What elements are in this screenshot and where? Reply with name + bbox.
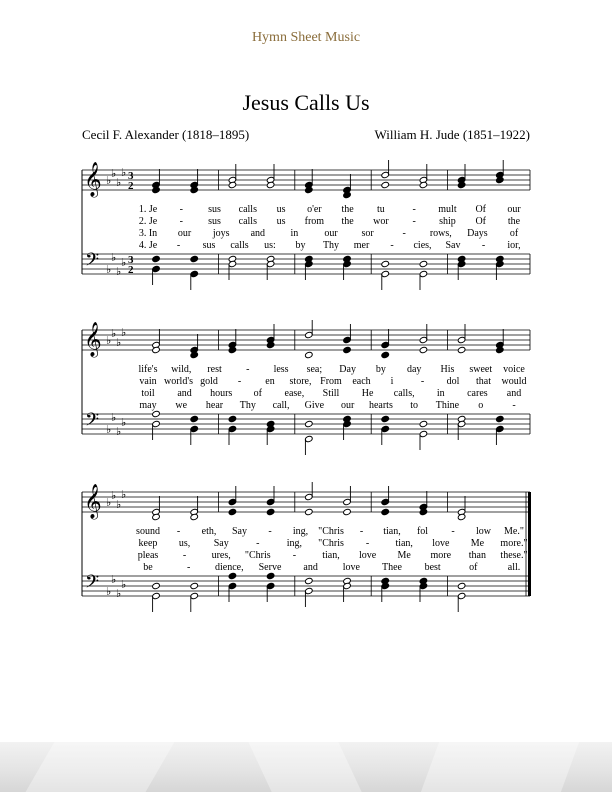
lyric-syllable: our bbox=[324, 228, 338, 239]
lyric-syllable: sea; bbox=[306, 364, 323, 375]
lyric-syllable: - bbox=[512, 400, 516, 411]
lyric-syllable: low bbox=[476, 526, 491, 537]
lyric-syllable: His bbox=[440, 364, 455, 375]
lyric-syllable: Thy bbox=[322, 240, 340, 251]
lyric-syllable: - bbox=[402, 228, 406, 239]
lyric-syllable: - bbox=[246, 364, 250, 375]
lyric-line-verse-4 bbox=[0, 400, 612, 412]
note-head bbox=[381, 415, 390, 422]
lyric-syllable: our bbox=[507, 204, 521, 215]
lyric-syllable: than bbox=[468, 550, 486, 561]
lyric-syllable: eth, bbox=[201, 526, 217, 537]
time-signature-bottom: 2 bbox=[128, 180, 134, 192]
note-head bbox=[457, 346, 466, 353]
lyric-syllable: dience, bbox=[215, 562, 244, 573]
note-head bbox=[381, 181, 390, 188]
flat-sign: ♭ bbox=[116, 498, 122, 511]
lyric-syllable: ship bbox=[439, 216, 456, 227]
bass-clef: 𝄢 bbox=[85, 250, 100, 275]
bass-clef: 𝄢 bbox=[85, 572, 100, 597]
flat-sign: ♭ bbox=[116, 587, 122, 600]
lyric-syllable: - bbox=[412, 216, 416, 227]
lyric-line-verse-3 bbox=[0, 228, 612, 240]
note-head bbox=[266, 508, 275, 515]
note-head bbox=[305, 577, 314, 584]
flat-sign: ♭ bbox=[106, 174, 112, 187]
lyric-syllable: o'er bbox=[307, 204, 322, 215]
lyric-syllable: 4. Je bbox=[138, 240, 158, 251]
lyric-syllable: and bbox=[303, 562, 318, 573]
lyric-syllable: best bbox=[424, 562, 441, 573]
note-head bbox=[228, 508, 237, 515]
lyric-syllable: Me bbox=[397, 550, 411, 561]
time-signature-top: 3 bbox=[128, 170, 134, 182]
lyric-syllable: Thee bbox=[382, 562, 402, 573]
lyric-syllable: fol bbox=[416, 526, 429, 537]
lyric-syllable: love bbox=[342, 562, 360, 573]
flat-sign: ♭ bbox=[106, 423, 112, 436]
lyric-syllable: of bbox=[253, 388, 262, 399]
lyric-syllable: us, bbox=[178, 538, 191, 549]
lyric-syllable: of bbox=[469, 562, 478, 573]
flat-sign: ♭ bbox=[111, 411, 117, 424]
flat-sign: ♭ bbox=[111, 573, 117, 586]
lyric-line-verse-2 bbox=[0, 216, 612, 228]
lyric-syllable: hear bbox=[205, 400, 224, 411]
lyric-syllable: Sav bbox=[445, 240, 461, 251]
note-head bbox=[419, 260, 428, 267]
flat-sign: ♭ bbox=[121, 488, 127, 501]
site-header: Hymn Sheet Music bbox=[251, 30, 361, 45]
note-head bbox=[457, 582, 466, 589]
lyric-syllable: - bbox=[186, 562, 191, 573]
lyric-syllable: be bbox=[143, 562, 153, 573]
lyric-syllable: hearts bbox=[368, 400, 393, 411]
lyric-syllable: each bbox=[352, 376, 371, 387]
lyric-syllable: - bbox=[256, 538, 260, 549]
lyric-syllable: day bbox=[406, 364, 422, 375]
lyric-syllable: o bbox=[478, 400, 484, 411]
lyric-syllable: Of bbox=[475, 204, 486, 215]
lyric-syllable: store, bbox=[289, 376, 312, 387]
note-head bbox=[190, 415, 199, 422]
lyric-syllable: sound bbox=[136, 526, 160, 537]
note-head bbox=[496, 415, 505, 422]
lyric-syllable: - bbox=[451, 526, 455, 537]
lyric-syllable: vain bbox=[139, 376, 157, 387]
lyric-syllable: tian, bbox=[383, 526, 401, 537]
lyric-syllable: - bbox=[420, 376, 425, 387]
lyric-syllable: us: bbox=[264, 240, 276, 251]
lyric-syllable: calls bbox=[238, 204, 257, 215]
lyric-syllable: wild, bbox=[171, 364, 192, 375]
flat-sign: ♭ bbox=[111, 327, 117, 340]
lyric-syllable: by bbox=[375, 364, 386, 375]
lyric-syllable: to bbox=[410, 400, 419, 411]
time-signature-bottom: 2 bbox=[128, 264, 134, 276]
lyric-syllable: us bbox=[276, 204, 286, 215]
note-head bbox=[152, 255, 161, 262]
lyric-syllable: Thy bbox=[239, 400, 256, 411]
lyric-syllable: en bbox=[265, 376, 275, 387]
lyric-syllable: love bbox=[358, 550, 377, 561]
lyric-syllable: tu bbox=[377, 204, 385, 215]
lyric-syllable: - bbox=[182, 550, 187, 561]
lyric-syllable: Still bbox=[322, 388, 340, 399]
lyric-syllable: Say bbox=[213, 538, 229, 549]
lyric-syllable: - bbox=[365, 538, 370, 549]
flat-sign: ♭ bbox=[111, 251, 117, 264]
lyric-syllable: the bbox=[341, 216, 354, 227]
lyric-syllable: we bbox=[175, 400, 188, 411]
lyric-syllable: rest bbox=[207, 364, 222, 375]
bass-clef: 𝄢 bbox=[85, 410, 100, 435]
lyricist-credit: Cecil F. Alexander (1818–1895) bbox=[82, 127, 250, 142]
lyric-syllable: sus bbox=[208, 204, 221, 215]
lyric-syllable: Serve bbox=[258, 562, 282, 573]
lyric-syllable: 2. Je bbox=[138, 216, 158, 227]
lyric-syllable: Say bbox=[232, 526, 247, 537]
note-head bbox=[190, 255, 199, 262]
flat-sign: ♭ bbox=[106, 585, 112, 598]
flat-sign: ♭ bbox=[121, 578, 127, 591]
treble-clef: 𝄞 bbox=[84, 484, 102, 519]
lyric-syllable: ing, bbox=[286, 538, 303, 549]
flat-sign: ♭ bbox=[116, 176, 122, 189]
lyric-syllable: cies, bbox=[413, 240, 432, 251]
lyric-line-verse-1 bbox=[0, 364, 612, 376]
lyric-syllable: dol bbox=[446, 376, 460, 387]
lyric-syllable: by bbox=[295, 240, 306, 251]
lyric-syllable: - bbox=[268, 526, 272, 537]
lyric-syllable: tian, bbox=[395, 538, 413, 549]
lyric-syllable: these." bbox=[500, 550, 528, 561]
lyric-syllable: life's bbox=[138, 364, 158, 375]
lyric-syllable: - bbox=[179, 204, 183, 215]
lyric-line-verse-3 bbox=[0, 388, 612, 400]
lyric-syllable: the bbox=[341, 204, 354, 215]
note-head bbox=[305, 508, 314, 515]
note-head bbox=[228, 415, 237, 422]
flat-sign: ♭ bbox=[106, 496, 112, 509]
lyric-syllable: pleas bbox=[137, 550, 159, 561]
lyric-syllable: - bbox=[176, 240, 181, 251]
lyric-line-verse-2 bbox=[0, 376, 612, 388]
lyric-syllable: wor bbox=[373, 216, 389, 227]
note-head bbox=[419, 346, 428, 353]
lyric-syllable: voice bbox=[503, 364, 525, 375]
hymn-title: Jesus Calls Us bbox=[242, 90, 370, 115]
lyric-syllable: our bbox=[177, 228, 192, 239]
flat-sign: ♭ bbox=[121, 416, 127, 429]
flat-sign: ♭ bbox=[121, 166, 127, 179]
lyric-syllable: us bbox=[276, 216, 286, 227]
lyric-syllable: calls, bbox=[393, 388, 415, 399]
flat-sign: ♭ bbox=[111, 167, 117, 180]
note-head bbox=[343, 346, 352, 353]
flat-sign: ♭ bbox=[116, 336, 122, 349]
lyric-syllable: more bbox=[430, 550, 452, 561]
lyric-syllable: Thine bbox=[435, 400, 460, 411]
lyric-syllable: ing, bbox=[292, 526, 309, 537]
note-head bbox=[152, 582, 161, 589]
lyric-syllable: 1. Je bbox=[138, 204, 158, 215]
lyric-syllable: Me." bbox=[504, 526, 524, 537]
lyric-syllable: our bbox=[340, 400, 355, 411]
lyric-syllable: all. bbox=[507, 562, 521, 573]
lyric-syllable: calls bbox=[230, 240, 249, 251]
lyric-syllable: may bbox=[139, 400, 157, 411]
lyric-syllable: "Chris bbox=[318, 538, 344, 549]
lyric-syllable: From bbox=[320, 376, 342, 387]
note-head bbox=[305, 420, 314, 427]
lyric-syllable: He bbox=[361, 388, 374, 399]
lyric-syllable: - bbox=[237, 376, 242, 387]
lyric-syllable: ior, bbox=[507, 240, 521, 251]
lyric-syllable: "Chris bbox=[318, 526, 344, 537]
lyric-syllable: that bbox=[476, 376, 491, 387]
lyric-syllable: more." bbox=[500, 538, 528, 549]
lyric-syllable: and bbox=[250, 228, 266, 239]
lyric-syllable: 3. In bbox=[138, 228, 158, 239]
lyric-syllable: hours bbox=[210, 388, 233, 399]
note-head bbox=[419, 420, 428, 427]
lyric-syllable: - bbox=[179, 216, 183, 227]
lyric-syllable: cares bbox=[467, 388, 488, 399]
lyric-line-verse-4 bbox=[0, 562, 612, 574]
lyric-syllable: from bbox=[304, 216, 325, 227]
lyric-syllable: in bbox=[290, 228, 299, 239]
lyric-syllable: - bbox=[412, 204, 416, 215]
lyric-line-verse-3 bbox=[0, 550, 612, 562]
lyric-syllable: i bbox=[390, 376, 394, 387]
note-head bbox=[381, 508, 390, 515]
lyric-line-verse-1 bbox=[0, 204, 612, 216]
lyric-syllable: Of bbox=[475, 216, 486, 227]
note-head bbox=[343, 508, 352, 515]
lyric-syllable: Day bbox=[339, 364, 356, 375]
lyric-syllable: gold bbox=[200, 376, 218, 387]
note-head bbox=[190, 582, 199, 589]
lyric-syllable: tian, bbox=[322, 550, 340, 561]
lyric-syllable: mer bbox=[353, 240, 370, 251]
lyric-syllable: - bbox=[481, 240, 486, 251]
lyric-syllable: Days bbox=[467, 228, 488, 239]
lyric-syllable: sus bbox=[202, 240, 216, 251]
lyric-syllable: would bbox=[501, 376, 527, 387]
flat-sign: ♭ bbox=[106, 334, 112, 347]
lyric-syllable: Give bbox=[304, 400, 325, 411]
lyric-line-verse-1 bbox=[0, 526, 612, 538]
lyric-syllable: Me bbox=[470, 538, 485, 549]
lyric-syllable: mult bbox=[438, 204, 457, 215]
lyric-syllable: keep bbox=[138, 538, 158, 549]
flat-sign: ♭ bbox=[116, 425, 122, 438]
time-signature-top: 3 bbox=[128, 254, 134, 266]
lyric-syllable: sweet bbox=[469, 364, 493, 375]
flat-sign: ♭ bbox=[121, 256, 127, 269]
treble-clef: 𝄞 bbox=[84, 322, 102, 357]
lyric-syllable: - bbox=[359, 526, 364, 537]
lyric-syllable: "Chris bbox=[244, 550, 271, 561]
lyric-syllable: and bbox=[177, 388, 192, 399]
lyric-syllable: love bbox=[432, 538, 450, 549]
lyric-syllable: world's bbox=[163, 376, 194, 387]
composer-credit: William H. Jude (1851–1922) bbox=[374, 127, 530, 142]
lyric-syllable: less bbox=[273, 364, 289, 375]
lyric-syllable: and bbox=[506, 388, 522, 399]
lyric-syllable: in bbox=[436, 388, 445, 399]
lyric-syllable: - bbox=[292, 550, 297, 561]
lyric-line-verse-4 bbox=[0, 240, 612, 252]
flat-sign: ♭ bbox=[111, 489, 117, 502]
lyric-syllable: call, bbox=[272, 400, 290, 411]
lyric-line-verse-2 bbox=[0, 538, 612, 550]
flat-sign: ♭ bbox=[121, 326, 127, 339]
note-head bbox=[381, 351, 390, 358]
note-head bbox=[305, 351, 314, 358]
flat-sign: ♭ bbox=[116, 265, 122, 278]
lyric-syllable: the bbox=[507, 216, 521, 227]
footer-decoration bbox=[0, 742, 612, 792]
lyric-syllable: - bbox=[176, 526, 181, 537]
lyric-syllable: toil bbox=[141, 388, 155, 399]
treble-clef: 𝄞 bbox=[84, 162, 102, 197]
lyric-syllable: ease, bbox=[284, 388, 305, 399]
lyric-syllable: - bbox=[390, 240, 394, 251]
lyric-syllable: calls bbox=[238, 216, 257, 227]
lyric-syllable: ures, bbox=[211, 550, 231, 561]
lyric-syllable: of bbox=[509, 228, 519, 239]
note-head bbox=[381, 260, 390, 267]
flat-sign: ♭ bbox=[106, 263, 112, 276]
lyric-syllable: joys bbox=[212, 228, 230, 239]
lyric-syllable: sus bbox=[208, 216, 221, 227]
lyric-syllable: sor bbox=[361, 228, 374, 239]
lyric-syllable: rows, bbox=[429, 228, 452, 239]
